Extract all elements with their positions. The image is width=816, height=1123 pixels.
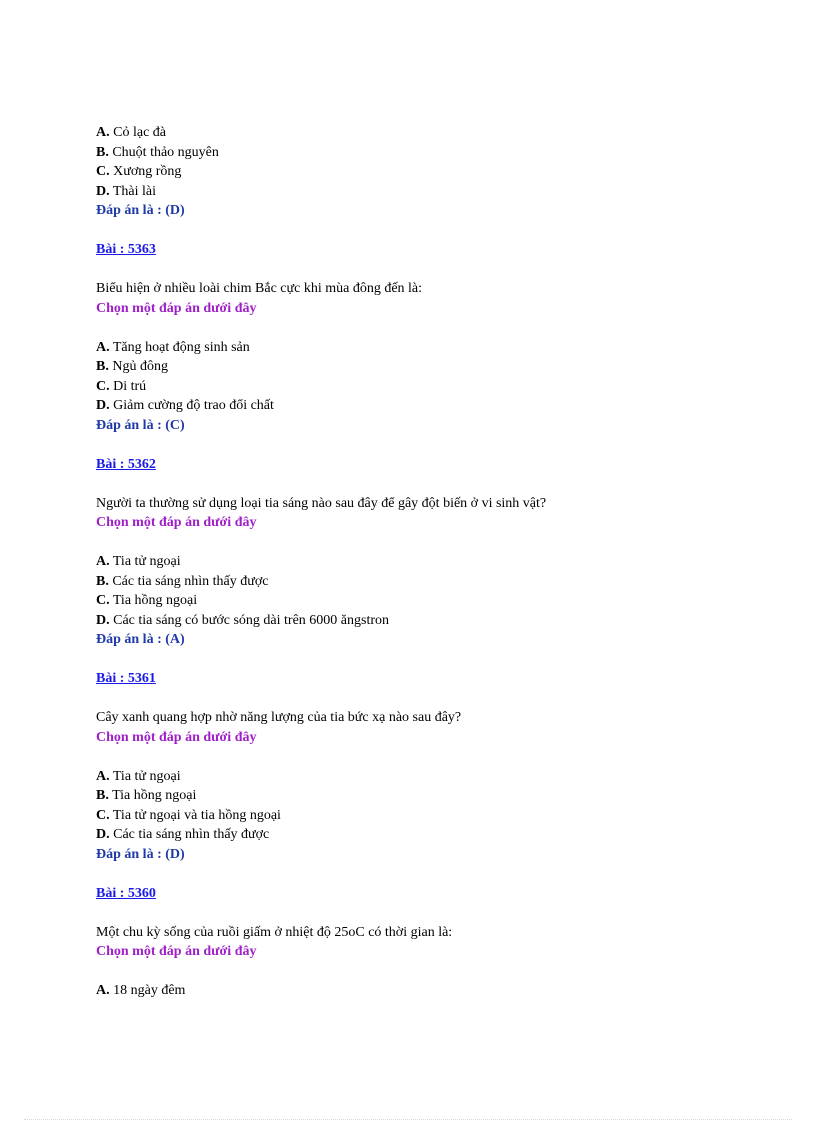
answer-line: Đáp án là : (C): [96, 417, 185, 433]
option-c: C. Xương rồng: [96, 164, 182, 179]
prev-question-options: [96, 123, 796, 221]
choose-prompt: Chọn một đáp án dưới đây: [96, 944, 257, 959]
page-bottom-divider: [24, 1119, 792, 1120]
question-block: [96, 455, 796, 650]
question-title-link[interactable]: Bài : 5363: [96, 242, 156, 257]
question-block: [96, 884, 796, 1001]
question-text: Cây xanh quang hợp nhờ năng lượng của tia bức xạ nào sau đây?: [96, 710, 462, 725]
option-c: C. Tia hồng ngoại: [96, 593, 198, 608]
question-title-link[interactable]: Bài : 5361: [96, 671, 156, 686]
option-b: B. Tia hồng ngoại: [96, 788, 197, 803]
document-page: [96, 123, 796, 1001]
question-block: [96, 240, 796, 435]
question-title-link[interactable]: Bài : 5362: [96, 456, 156, 472]
option-d: D. Giảm cường độ trao đổi chất: [96, 398, 274, 413]
question-text: Người ta thường sử dụng loại tia sáng nào sau đây để gây đột biến ở vi sinh vật?: [96, 495, 547, 511]
question-text: Biểu hiện ở nhiều loài chim Bắc cực khi mùa đông đến là:: [96, 281, 423, 296]
option-b: B. Các tia sáng nhìn thấy được: [96, 573, 269, 589]
option-b: B. Chuột thảo nguyên: [96, 144, 219, 160]
option-c: C. Tia tử ngoại và tia hồng ngoại: [96, 807, 281, 823]
question-text: Một chu kỳ sống của ruồi giấm ở nhiệt độ 25oC có thời gian là:: [96, 924, 453, 940]
answer-line: Đáp án là : (D): [96, 846, 185, 862]
option-a: A. Tia tử ngoại: [96, 768, 181, 784]
option-a: A. Tia tử ngoại: [96, 554, 181, 569]
question-block: [96, 669, 796, 864]
option-c: C. Di trú: [96, 378, 147, 394]
answer-line: Đáp án là : (A): [96, 632, 185, 647]
option-d: D. Các tia sáng có bước sóng dài trên 6000 ăngstron: [96, 612, 389, 628]
option-d: D. Thài lài: [96, 183, 157, 199]
option-a: A. Tăng hoạt động sinh sản: [96, 339, 250, 355]
answer-line: Đáp án là : (D): [96, 203, 185, 218]
option-b: B. Ngủ đông: [96, 359, 168, 374]
option-d: D. Các tia sáng nhìn thấy được: [96, 827, 270, 842]
choose-prompt: Chọn một đáp án dưới đây: [96, 515, 257, 530]
option-a: A. Cỏ lạc đà: [96, 125, 166, 140]
choose-prompt: Chọn một đáp án dưới đây: [96, 729, 257, 745]
question-title-link[interactable]: Bài : 5360: [96, 885, 156, 901]
option-a: A. 18 ngày đêm: [96, 983, 186, 998]
choose-prompt: Chọn một đáp án dưới đây: [96, 300, 257, 316]
